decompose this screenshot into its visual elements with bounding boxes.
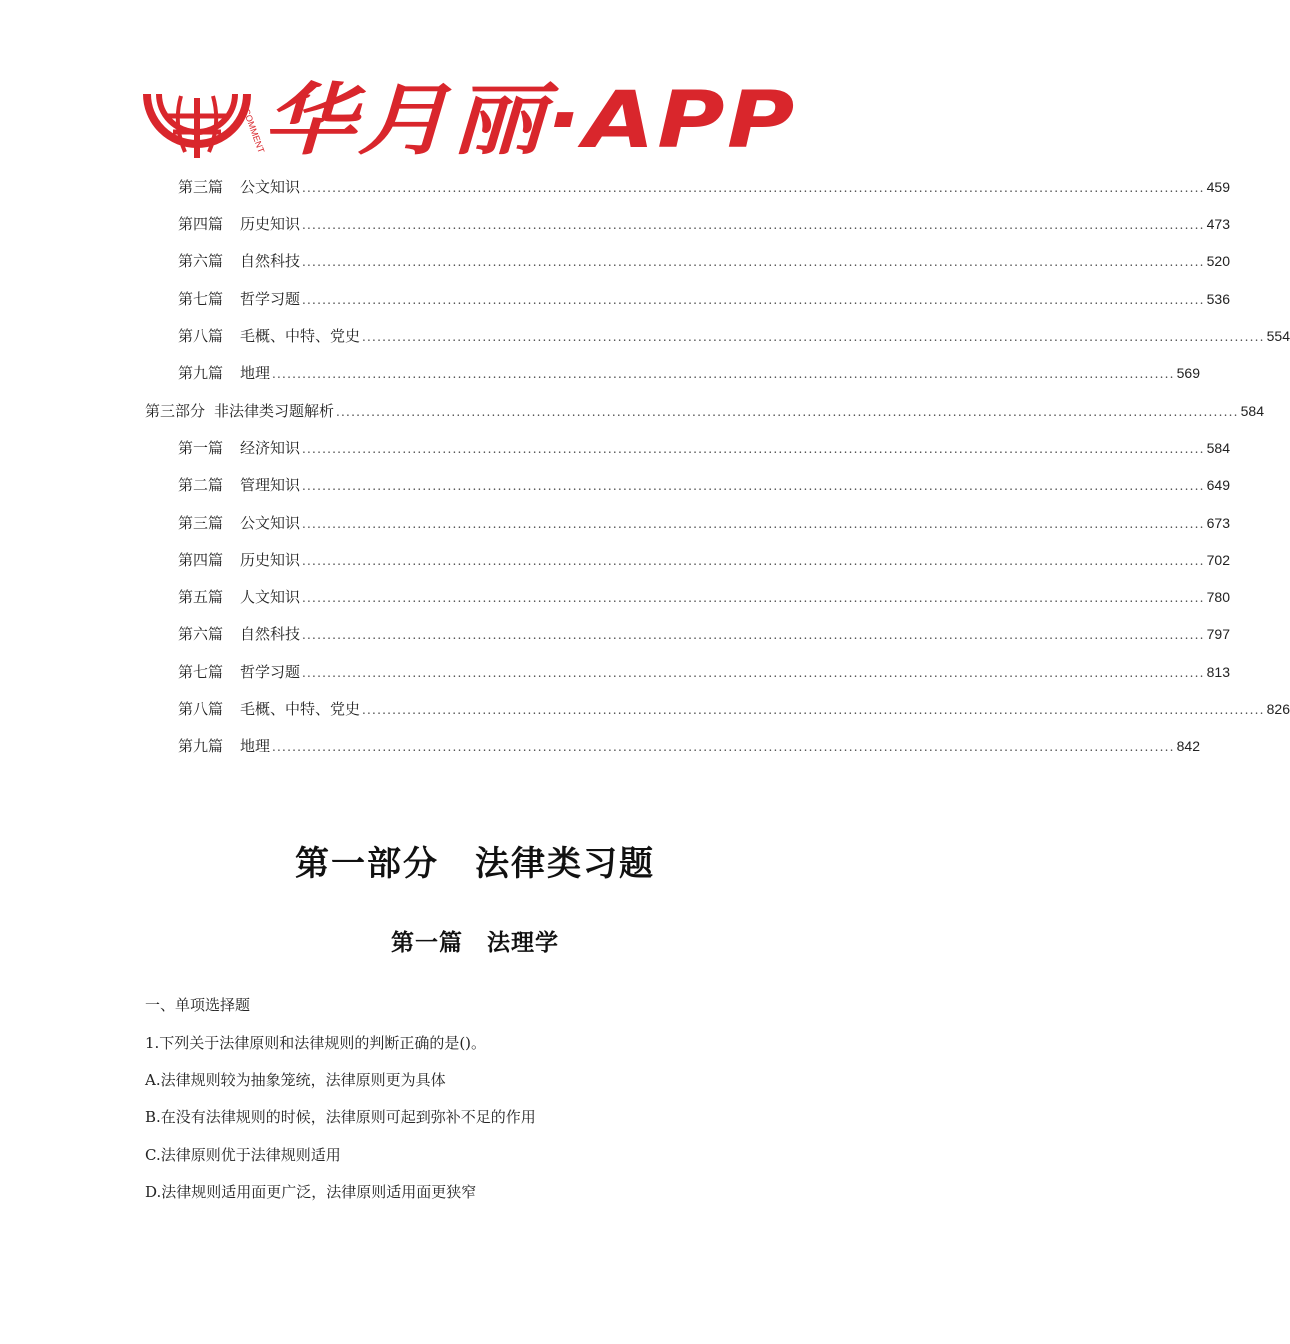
toc-entry[interactable] [178,246,1230,276]
toc-entry-chapter: 第一篇 [178,439,224,457]
toc-entry-chapter: 第九篇 [178,364,224,382]
toc-entry-leader: .................................................................................................................................................................................... [302,255,1205,269]
toc-entry-leader: .................................................................................................................................................................................... [302,628,1205,642]
toc-entry[interactable] [178,172,1230,202]
toc-entry-leader: .................................................................................................................................................................................... [272,367,1175,381]
toc-entry[interactable] [145,396,1264,426]
option-c: C.法律原则优于法律规则适用 [145,1146,341,1164]
toc-entry-title: 哲学习题 [240,663,301,681]
toc-entry-leader: .................................................................................................................................................................................... [302,293,1205,307]
toc-entry-chapter: 第三篇 [178,514,224,532]
toc-entry[interactable] [178,619,1230,649]
toc-entry-page: 649 [1206,477,1230,493]
option-d: D.法律规则适用面更广泛，法律原则适用面更狭窄 [145,1183,477,1201]
toc-entry-page: 673 [1206,515,1230,531]
toc-entry-title: 毛概、中特、党史 [240,700,361,718]
toc-entry-page: 520 [1206,253,1230,269]
toc-entry[interactable] [178,545,1230,575]
toc-entry-page: 584 [1240,403,1264,419]
toc-entry[interactable] [178,358,1200,388]
toc-entry-chapter: 第八篇 [178,700,224,718]
option-a: A.法律规则较为抽象笼统，法律原则更为具体 [145,1071,446,1089]
toc-entry-leader: .................................................................................................................................................................................... [302,181,1205,195]
toc-entry-title: 毛概、中特、党史 [240,327,361,345]
toc-entry[interactable] [178,470,1230,500]
toc-entry-leader: .................................................................................................................................................................................... [302,554,1205,568]
toc-entry-leader: .................................................................................................................................................................................... [272,740,1175,754]
toc-entry-leader: .................................................................................................................................................................................... [302,666,1205,680]
toc-entry-title: 经济知识 [240,439,301,457]
option-b: B.在没有法律规则的时候，法律原则可起到弥补不足的作用 [145,1108,536,1126]
toc-entry-chapter: 第四篇 [178,551,224,569]
toc-entry-page: 473 [1206,216,1230,232]
toc-entry-leader: .................................................................................................................................................................................... [362,703,1265,717]
toc-entry-leader: .................................................................................................................................................................................... [336,405,1239,419]
toc-entry-page: 780 [1206,589,1230,605]
chapter-title: 第一篇 法理学 [391,929,559,956]
toc-entry-leader: .................................................................................................................................................................................... [302,218,1205,232]
brand-logo [145,76,797,166]
toc-entry-leader: .................................................................................................................................................................................... [302,442,1205,456]
toc-entry-page: 554 [1266,328,1290,344]
toc-entry-title: 自然科技 [240,252,301,270]
logo-ring-text: COMMENT [241,107,267,155]
toc-entry-title: 地理 [240,364,271,382]
toc-entry[interactable] [178,731,1200,761]
toc-entry[interactable] [178,694,1290,724]
toc-entry-page: 459 [1206,179,1230,195]
logo-text: 华月丽·APP [263,76,797,166]
toc-entry-chapter: 第三部分 [145,402,206,420]
toc-entry-chapter: 第二篇 [178,476,224,494]
part-title: 第一部分 法律类习题 [295,844,655,884]
toc-entry-chapter: 第七篇 [178,290,224,308]
toc-entry-chapter: 第六篇 [178,252,224,270]
toc-entry-title: 公文知识 [240,514,301,532]
toc-entry-chapter: 第九篇 [178,737,224,755]
toc-entry-title: 非法律类习题解析 [214,402,335,420]
section-heading: 一、单项选择题 [145,996,251,1014]
toc-entry-title: 公文知识 [240,178,301,196]
toc-entry-chapter: 第八篇 [178,327,224,345]
toc-entry-chapter: 第七篇 [178,663,224,681]
toc-entry-page: 842 [1176,738,1200,754]
toc-entry-chapter: 第五篇 [178,588,224,606]
toc-entry[interactable] [178,321,1290,351]
toc-entry-page: 536 [1206,291,1230,307]
toc-entry-title: 地理 [240,737,271,755]
toc-entry-title: 哲学习题 [240,290,301,308]
toc-entry-page: 584 [1206,440,1230,456]
toc-entry[interactable] [178,657,1230,687]
toc-entry-page: 826 [1266,701,1290,717]
toc-entry-page: 702 [1206,552,1230,568]
toc-entry-leader: .................................................................................................................................................................................... [302,517,1205,531]
toc-entry[interactable] [178,582,1230,612]
toc-entry-leader: .................................................................................................................................................................................... [362,330,1265,344]
toc-entry-page: 797 [1206,626,1230,642]
toc-entry[interactable] [178,508,1230,538]
toc-entry[interactable] [178,284,1230,314]
toc-entry-chapter: 第四篇 [178,215,224,233]
toc-entry-leader: .................................................................................................................................................................................... [302,479,1205,493]
toc-entry-chapter: 第六篇 [178,625,224,643]
toc-entry-page: 569 [1176,365,1200,381]
toc-entry-leader: .................................................................................................................................................................................... [302,591,1205,605]
toc-entry-chapter: 第三篇 [178,178,224,196]
toc-entry[interactable] [178,209,1230,239]
toc-entry-title: 自然科技 [240,625,301,643]
toc-entry-title: 历史知识 [240,215,301,233]
toc-entry-page: 813 [1206,664,1230,680]
toc-entry-title: 历史知识 [240,551,301,569]
question-stem: 1.下列关于法律原则和法律规则的判断正确的是()。 [145,1034,487,1052]
toc-entry-title: 管理知识 [240,476,301,494]
globe-icon [145,107,267,162]
toc-entry[interactable] [178,433,1230,463]
toc-entry-title: 人文知识 [240,588,301,606]
